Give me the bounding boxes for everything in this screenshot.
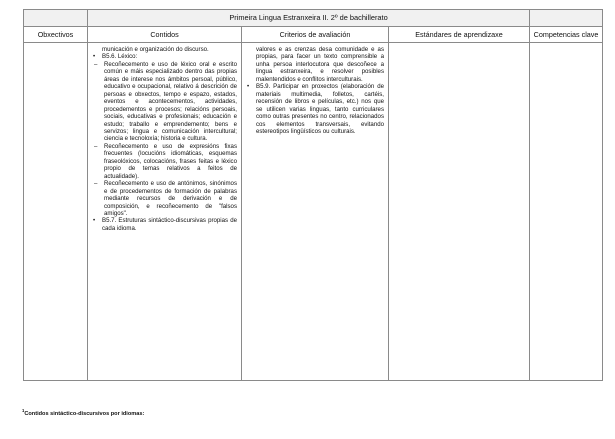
criterios-lead-text: valores e as crenzas desa comunidade e as propias, para facer un texto comprensible a unha persoa interlocutora que descoñece a lingua estranxeira, e resolver posibles malentendidos e conflitos interculturais.: [256, 46, 384, 83]
contidos-item-b5-6: • B5.6. Léxico:: [92, 53, 237, 60]
title-row-blank-cell-right: [530, 10, 603, 27]
obxectivos-cell: [24, 43, 88, 381]
title-row-blank-cell: [24, 10, 88, 27]
footnote-text: Contidos sintáctico-discursivos por idiomas:: [24, 410, 145, 417]
lexico-subitem-1: – Recoñecemento e uso de léxico oral e escrito común e máis especializado dentro das propias áreas de interese nos ámbitos persoal, público, educativo e ocupacional, relativo á descrición de persoas e obxectos, tempo e espazo, estados, eventos e acontecementos, actividades, procedementos e procesos; relacións persoais, sociais, educativas e profesionais; educación e estudo; traballo e emprendemento; bens e servizos; lingua e comunicación intercultural; ciencia e tecnoloxía; historia e cultura.: [92, 61, 237, 143]
lexico-subitem-2: – Recoñecemento e uso de expresións fixas frecuentes (locucións idiomáticas, esquemas fraseolóxicos, colocacións, frases feitas e léxico propio de temas relativos a feitos de actualidade).: [92, 143, 237, 180]
column-header-criterios: Criterios de avaliación: [242, 27, 389, 43]
column-header-row: [24, 27, 603, 43]
estandares-cell: [389, 43, 530, 381]
table-title: Primeira Lingua Estranxeira II. 2º de bachillerato: [88, 10, 530, 27]
column-header-competencias: Competencias clave: [530, 27, 603, 43]
table-body-row: [24, 43, 603, 381]
contidos-item-b5-7: • B5.7. Estruturas sintáctico-discursivas propias de cada idioma.: [92, 217, 237, 232]
footnote: [22, 408, 144, 417]
contidos-cell: [88, 43, 242, 381]
column-header-obxectivos: Obxectivos: [24, 27, 88, 43]
curriculum-table: [23, 9, 603, 381]
criterios-item-b5-9: • B5.9. Participar en proxectos (elaboración de materiais multimedia, folletos, cartéis, recensión de libros e películas, etc.) nos que se utilicen varias linguas, tanto curriculares como outras presentes no centro, relacionados cos elementos transversais, evitando estereotipos lingüísticos ou culturais.: [246, 83, 384, 135]
table-title-row: [24, 10, 603, 27]
column-header-estandares: Estándares de aprendizaxe: [389, 27, 530, 43]
competencias-cell: [530, 43, 603, 381]
column-header-contidos: Contidos: [88, 27, 242, 43]
criterios-cell: [242, 43, 389, 381]
footnote-marker: 1: [22, 408, 25, 413]
contidos-lead-text: municación e organización do discurso.: [102, 46, 209, 53]
lexico-subitem-3: – Recoñecemento e uso de antónimos, sinónimos e de procedementos de formación de palabras mediante recursos de derivación e de composición, e recoñecemento de "falsos amigos".: [92, 180, 237, 217]
